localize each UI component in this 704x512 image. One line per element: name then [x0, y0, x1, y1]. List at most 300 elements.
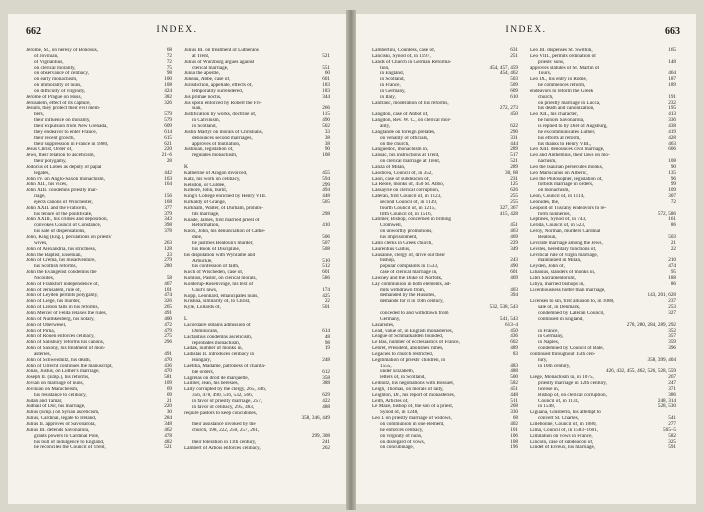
- entry-pages: 464: [668, 70, 676, 77]
- entry-pages: 21: [670, 239, 676, 246]
- entry-text: asteries,: [34, 351, 51, 357]
- entry-pages: 500: [510, 374, 518, 381]
- entry-pages: 541: [668, 415, 676, 422]
- entry-text: their toleration in 11th century,: [192, 439, 257, 445]
- entry-pages: 241: [322, 438, 330, 445]
- entry-text: wives,: [34, 240, 48, 246]
- entry-pages: 100: [164, 76, 172, 83]
- entry-pages: 278, 280, 284, 289, 292: [626, 321, 676, 328]
- entry-text: on monachism,: [538, 188, 570, 194]
- page-number-right: 663: [665, 26, 680, 37]
- entry-pages: 479: [164, 327, 172, 334]
- entry-text: grants powers to Cardinal Pole,: [34, 433, 100, 439]
- entry-text: tury,: [538, 357, 548, 363]
- entry-pages: 108: [322, 152, 330, 159]
- entry-pages: 38: [324, 134, 330, 141]
- entry-pages: 469: [510, 234, 518, 240]
- entry-pages: 183: [322, 87, 330, 94]
- entry-text: Lateran, first Council of, in 1123,: [372, 194, 442, 200]
- entry-text: Leith, Articles of,: [372, 398, 409, 404]
- entry-pages: 398: [164, 222, 172, 229]
- entry-text: their recent growth,: [34, 135, 75, 141]
- entry-text: Kohlius, Pastor, on clerical morals,: [184, 276, 257, 282]
- entry-pages: 506: [322, 234, 330, 241]
- entry-text: Juneau, Abbé, case of,: [184, 77, 231, 83]
- entry-pages: 494: [322, 187, 330, 194]
- entry-text: Jerome, St., on heresy of Bonosus,: [26, 48, 98, 53]
- entry-text: denounces second marriages,: [192, 135, 253, 141]
- entry-text: Ladak, number of monks in,: [184, 346, 243, 352]
- page-number-left: 662: [26, 26, 41, 37]
- entry-pages: 402: [510, 421, 518, 427]
- entry-text: his efforts at reform,: [538, 135, 581, 141]
- entry-pages: 69: [166, 385, 172, 392]
- entry-pages: 72: [670, 198, 676, 205]
- entry-text: Leo the Philosopher, legislation of,: [530, 176, 603, 182]
- entry-text: his confession of faith,: [192, 264, 240, 270]
- entry-text: Reformation,: [192, 223, 220, 229]
- entry-pages: 72: [166, 58, 172, 65]
- entry-text: Leopold of Tuscany endeavors to re-: [530, 205, 607, 211]
- entry-text: their influence on morality,: [34, 118, 91, 124]
- entry-text: demands for it in 16th century,: [380, 299, 444, 305]
- entry-text: Jovian on marriage of nuns,: [26, 381, 84, 387]
- entry-text: 1555,: [380, 363, 392, 369]
- entry-pages: 474: [164, 292, 172, 299]
- entry-pages: 469: [510, 274, 518, 281]
- entry-pages: 327: [668, 309, 676, 316]
- entry-text: Julius of Wurzburg argues against: [184, 59, 255, 65]
- entry-text: demanded by the Hussites,: [380, 293, 436, 299]
- entry-pages: 467: [164, 280, 172, 287]
- entry-text: Arbuckle,: [192, 258, 213, 264]
- entry-pages: 255: [510, 193, 518, 200]
- entry-pages: 358, 399, 404: [647, 356, 676, 363]
- entry-text: church, 198, 222, 250, 257, 261,: [192, 428, 260, 434]
- entry-text: Council of, in 1131,: [538, 398, 580, 404]
- entry-text: Laity corrupted by the clergy, 265, 346,: [184, 387, 267, 393]
- entry-text: church,: [538, 94, 554, 100]
- entry-text: his tenure of the pontificate,: [34, 211, 93, 217]
- entry-text: John of Crema, his misadventure,: [26, 258, 96, 264]
- entry-pages: 220: [164, 146, 172, 153]
- entry-pages: 448: [510, 391, 518, 398]
- entry-text: John of Schweidnitz, his death,: [26, 357, 91, 363]
- entry-text: Latin clerks in Greek church,: [372, 240, 433, 246]
- entry-text: in favor of celibacy, 295, 483,: [192, 404, 255, 410]
- entry-pages: 403: [510, 286, 518, 293]
- entry-pages: 251: [510, 52, 518, 59]
- entry-text: his sale of dispensations,: [34, 229, 86, 235]
- entry-text: Lands of Church in German Reforma-: [372, 59, 452, 65]
- entry-pages: 377: [164, 204, 172, 211]
- entry-pages: 330: [510, 409, 518, 416]
- entry-pages: 232: [668, 99, 676, 106]
- entry-text: Leo IX., his entry in Rome,: [530, 77, 588, 83]
- entry-text: Julius, Cardinal, legate to Ireland,: [26, 416, 97, 422]
- entry-pages: 275: [164, 333, 172, 340]
- entry-pages: 266: [322, 105, 330, 112]
- entry-pages: 502: [322, 122, 330, 129]
- entry-pages: 19: [324, 345, 330, 352]
- entry-pages: 336: [668, 117, 676, 124]
- entry-pages: 262: [322, 444, 330, 451]
- entry-pages: 30: [166, 409, 172, 416]
- entry-text: John IV. on Anglo-Saxon monachism,: [26, 176, 105, 182]
- entry-pages: 358: [322, 374, 330, 381]
- entry-pages: 183: [322, 82, 330, 89]
- entry-text: their polygamy,: [34, 159, 67, 165]
- index-column-right-2: [530, 48, 676, 451]
- entry-text: Laon, case of subdeacon of,: [372, 176, 430, 182]
- entry-pages: 60: [324, 70, 330, 77]
- entry-text: Judah and Tamar,: [26, 398, 63, 404]
- entry-text: Licenses to sin, first allusion to, in 1088,: [530, 299, 615, 305]
- entry-pages: 606: [668, 146, 676, 153]
- entry-pages: 614: [322, 327, 330, 334]
- entry-text: his death and canonization,: [538, 106, 595, 112]
- entry-text: regulates monachism,: [192, 153, 238, 159]
- entry-pages: 90: [324, 146, 330, 153]
- entry-text: bers,: [34, 112, 44, 118]
- entry-text: he honors Savonarola,: [538, 118, 585, 124]
- entry-pages: 507: [322, 240, 330, 246]
- entry-pages: 601: [510, 269, 518, 276]
- entry-pages: 444: [510, 140, 518, 147]
- entry-text: Liège, Monachism in, in 1075,: [530, 375, 594, 381]
- left-page: [8, 14, 346, 504]
- entry-pages: 115: [322, 111, 330, 118]
- entry-pages: 436: [510, 333, 518, 340]
- entry-text: Leighton, Dr., his report of monasteries,: [372, 392, 456, 398]
- entry-text: John XII., his vices,: [26, 182, 68, 188]
- entry-pages: 572, 586: [657, 210, 676, 217]
- entry-text: priests' sons,: [538, 59, 565, 65]
- entry-pages: 378: [164, 228, 172, 235]
- entry-pages: 610: [510, 93, 518, 100]
- entry-text: Hungary,: [192, 358, 212, 364]
- entry-text: Languedoc, monachism in,: [372, 147, 429, 153]
- entry-pages: 327, 367: [499, 204, 518, 211]
- entry-text: Laillier, Jean, his heresies,: [184, 381, 239, 387]
- entry-text: Judhail of Dol, his marriage,: [26, 404, 86, 410]
- entry-pages: 594: [322, 175, 330, 182]
- index-column-right-1: [372, 48, 518, 451]
- entry-pages: 237: [668, 298, 676, 305]
- entry-pages: 48: [324, 333, 330, 340]
- entry-text: John of Alexandria, his strictness,: [26, 246, 97, 252]
- entry-pages: 109: [164, 380, 172, 387]
- entry-text: convert St. Charles,: [538, 416, 579, 422]
- entry-text: priestly marriage in 12th century,: [538, 381, 607, 387]
- entry-pages: 349: [510, 245, 518, 252]
- entry-pages: 108: [668, 158, 676, 165]
- entry-text: Leyden, John of,: [530, 264, 565, 270]
- entry-pages: 582: [668, 432, 676, 439]
- entry-text: Jus spolii enforced by Robert the Fri-: [184, 100, 262, 106]
- entry-pages: 451: [510, 385, 518, 392]
- entry-text: John of Leyden permits polygamy,: [26, 293, 99, 299]
- entry-text: Ladislas II. introduces celibacy in: [184, 352, 255, 358]
- entry-text: Leo and Anthemius, their laws on mo-: [530, 153, 610, 159]
- entry-text: ble orders,: [192, 369, 214, 375]
- entry-pages: 248, 314: [657, 397, 676, 404]
- index-letter-heading: K: [184, 164, 189, 171]
- entry-pages: 195: [668, 105, 676, 112]
- entry-text: Legitimation of priests' children, in: [372, 357, 446, 363]
- entry-pages: 265: [164, 304, 172, 311]
- entry-text: Levites, hereditary functions of,: [530, 246, 597, 252]
- entry-text: John of Utrecht continues the manuscript,: [26, 363, 113, 369]
- entry-text: he enforces celibacy,: [380, 427, 424, 433]
- entry-text: on clerical marriage at Trent,: [380, 159, 441, 165]
- entry-pages: 614: [164, 128, 172, 135]
- entry-pages: 501: [322, 304, 330, 311]
- entry-pages: 255: [510, 198, 518, 205]
- entry-pages: 148: [668, 58, 676, 65]
- entry-text: of Vigilantius,: [34, 59, 64, 65]
- entry-pages: 68: [166, 47, 172, 53]
- entry-text: Levirate marriage among the Jews,: [530, 240, 603, 246]
- entry-text: clerical marriage,: [192, 65, 229, 71]
- entry-text: Kyle, Lollards of,: [184, 305, 221, 311]
- entry-pages: 612: [322, 368, 330, 375]
- entry-text: John of Rouen enforces celibacy,: [26, 334, 95, 340]
- entry-pages: 454, 457, 459: [489, 64, 518, 71]
- entry-pages: 58: [166, 274, 172, 281]
- entry-text: forbids marriage in orders,: [538, 182, 594, 188]
- entry-text: on unworthy promotions,: [380, 229, 433, 235]
- entry-pages: 579: [164, 111, 172, 118]
- entry-pages: 68: [512, 415, 518, 422]
- entry-pages: 394: [510, 292, 518, 299]
- entry-text: in 1548,: [538, 404, 556, 410]
- entry-pages: 86: [670, 280, 676, 287]
- entry-text: their suppression in France in 1880,: [34, 141, 109, 147]
- entry-pages: 289: [510, 163, 518, 170]
- entry-text: they endeavor to enter France,: [34, 129, 97, 135]
- entry-pages: 451: [510, 222, 518, 229]
- entry-text: letters of, in Scotland,: [380, 375, 426, 381]
- entry-pages: 463: [668, 140, 676, 147]
- entry-text: King's College enriched by Henry VIII.: [184, 194, 267, 200]
- running-head-left: INDEX.: [156, 25, 198, 35]
- entry-text: Langlande on foreign prelates,: [372, 129, 436, 135]
- entry-pages: 22: [324, 298, 330, 305]
- entry-pages: 455: [322, 169, 330, 176]
- entry-text: John of Jerusalem, rule of,: [26, 287, 82, 293]
- entry-pages: 472: [164, 321, 172, 328]
- entry-pages: 108: [164, 82, 172, 89]
- entry-text: at Trent,: [192, 53, 210, 59]
- entry-pages: 109: [668, 187, 676, 194]
- entry-pages: 424: [164, 87, 172, 94]
- entry-text: endeavors to reform the Greek: [530, 88, 594, 94]
- entry-pages: 428: [668, 134, 676, 141]
- entry-text: Jodocus of Lobes as deputy of papal: [26, 164, 102, 170]
- entry-text: Leon, Council of, in 1114,: [530, 194, 585, 200]
- entry-text: reprobates monachism,: [192, 340, 241, 346]
- entry-text: bishop,: [380, 258, 396, 264]
- entry-text: John Mercer of Felda relaxes the rules,: [26, 310, 107, 316]
- entry-pages: 296: [164, 339, 172, 346]
- entry-text: Jonas, Justus, on Luther's marriage,: [26, 369, 100, 375]
- entry-text: he justifies Beatoun's murder,: [192, 241, 254, 246]
- entry-pages: 284: [164, 415, 172, 422]
- entry-pages: 30, 68: [505, 169, 518, 176]
- entry-text: Licentiousness hotter than marriage,: [530, 287, 606, 293]
- entry-text: is replied to by Diet of Augsburg,: [538, 123, 608, 129]
- entry-text: Lead, value of, in English monasteries,: [372, 328, 453, 334]
- entry-pages: 503: [668, 234, 676, 240]
- entry-pages: 352: [668, 327, 676, 334]
- entry-text: Limitation on vows in France,: [530, 433, 593, 439]
- entry-pages: 231: [510, 175, 518, 182]
- entry-pages: 33: [324, 128, 330, 135]
- entry-pages: 279: [164, 257, 172, 264]
- entry-text: Bishop of, on clerical corruption,: [538, 392, 607, 398]
- entry-pages: 491: [164, 309, 172, 316]
- entry-text: continued throughout 15th cen-: [530, 351, 596, 357]
- entry-text: in favor of priestly marriage, 257,: [192, 398, 263, 404]
- entry-text: John of Pirna,: [26, 328, 55, 334]
- entry-text: Langdon, case of Abbot of,: [372, 112, 429, 118]
- entry-pages: 448: [322, 193, 330, 200]
- entry-text: he excommunicates Luther,: [538, 129, 596, 135]
- entry-text: John of Nuithkesberg, his notary,: [26, 316, 95, 322]
- entry-text: Jurisdiction, appellate, effects of,: [184, 83, 253, 89]
- entry-pages: 98: [324, 339, 330, 346]
- entry-pages: 511: [510, 397, 518, 404]
- entry-pages: 615: [164, 134, 172, 141]
- entry-text: his bull of indulgence to England,: [34, 439, 105, 445]
- entry-text: Katz, his work on celibacy,: [184, 176, 241, 182]
- entry-text: Latimer, Bishop, concerned in bribing: [372, 217, 452, 223]
- entry-pages: 470: [164, 356, 172, 363]
- entry-pages: 69: [166, 391, 172, 398]
- entry-pages: 247: [668, 380, 676, 387]
- entry-text: Lima, Council of, in 1583–1601,: [530, 427, 599, 433]
- entry-pages: 601: [322, 76, 330, 83]
- entry-pages: 326: [164, 99, 172, 106]
- entry-text: Leo XII., his character,: [530, 112, 578, 118]
- entry-pages: 229: [510, 239, 518, 246]
- entry-pages: 482: [164, 438, 172, 445]
- entry-text: his Scottish reforms,: [34, 264, 77, 270]
- entry-text: Leo I. on priestly marriage of widows,: [372, 416, 452, 422]
- entry-text: approves of mutilation,: [192, 141, 241, 147]
- entry-pages: 101: [510, 426, 518, 433]
- entry-text: ejects canons of Winchester,: [34, 199, 93, 205]
- entry-text: case of clerical marriage in,: [380, 270, 438, 276]
- entry-pages: 135: [668, 169, 676, 176]
- entry-text: Joseph II. (Emp.), his reforms,: [26, 375, 90, 381]
- entry-text: in France,: [380, 83, 401, 89]
- entry-pages: 488: [322, 403, 330, 410]
- entry-pages: 483: [510, 362, 518, 369]
- entry-text: Julius III. defends Savonarola,: [26, 427, 90, 433]
- entry-text: sian,: [192, 106, 202, 112]
- entry-text: convokes Council of Constance,: [34, 223, 102, 229]
- entry-pages: 426, 432, 455, 462, 526, 528, 559: [605, 368, 676, 375]
- entry-pages: 164: [164, 181, 172, 188]
- entry-pages: 307: [668, 193, 676, 200]
- entry-pages: 101: [164, 286, 172, 293]
- entry-text: Leo the Isaurian persecutes monks,: [530, 164, 604, 170]
- entry-pages: 413: [668, 111, 676, 118]
- entry-text: he commences reform,: [538, 83, 586, 89]
- entry-pages: 425: [322, 292, 330, 299]
- entry-text: in 16th century,: [538, 363, 571, 369]
- entry-text: fifth Council of, in 1516,: [380, 211, 432, 217]
- entry-text: Leo III. dispenses St. Swithin,: [530, 48, 593, 53]
- entry-pages: 463: [510, 228, 518, 235]
- entry-pages: 489: [510, 345, 518, 352]
- entry-pages: 326: [164, 298, 172, 305]
- entry-pages: 174: [322, 286, 330, 293]
- entry-pages: 621: [164, 140, 172, 147]
- entry-pages: 23: [166, 251, 172, 258]
- entry-text: on clerical morality,: [34, 65, 76, 71]
- entry-pages: 505: [322, 199, 330, 206]
- entry-pages: 386: [668, 391, 676, 398]
- entry-text: on immorality of nuns,: [34, 83, 82, 89]
- entry-pages: 331: [510, 134, 518, 141]
- entry-text: Lactantius condemns asceticism,: [184, 334, 253, 340]
- entry-text: Lebret, Président, abolishes rimes,: [372, 346, 444, 352]
- entry-text: in Scotland,: [380, 77, 405, 83]
- entry-pages: 163: [164, 175, 172, 182]
- entry-text: Krishna, similarity of, to Christ,: [184, 299, 251, 305]
- entry-pages: 267: [668, 374, 676, 381]
- entry-text: his resistance to celibacy,: [34, 392, 87, 398]
- entry-pages: 210: [668, 257, 676, 264]
- entry-text: in Italy,: [380, 94, 396, 100]
- entry-pages: 532, 538, 543: [489, 304, 518, 311]
- entry-text: Libanius, slanders of monks in,: [530, 270, 596, 276]
- entry-pages: 268: [510, 403, 518, 410]
- entry-text: Lanciski, Synod of, in 1197,: [372, 53, 431, 59]
- entry-text: Katherine of Aragon divorced,: [184, 170, 248, 176]
- entry-pages: 344: [322, 93, 330, 100]
- entry-text: John of Lisbon falls in his reforms,: [26, 305, 99, 311]
- entry-text: he reconciles the Council of Trent,: [34, 445, 106, 451]
- entry-pages: 400: [164, 315, 172, 322]
- entry-text: Jerome of Prague on Huss,: [26, 94, 82, 100]
- entry-pages: 156: [164, 193, 172, 200]
- entry-text: Beatoun,: [538, 235, 557, 240]
- entry-text: maintained in Milan,: [538, 258, 582, 264]
- entry-text: his Book of Discipline,: [192, 246, 241, 252]
- entry-text: dine,: [192, 235, 203, 241]
- entry-text: his thanks to Henry VIII.,: [538, 141, 592, 147]
- entry-pages: 21: [166, 397, 172, 404]
- entry-pages: 442: [164, 169, 172, 176]
- entry-text: John of Saxony, his treatment of mon-: [26, 346, 106, 352]
- entry-text: Julius III. on treatment of Lutherans: [184, 48, 259, 53]
- entry-text: on difficulty of virginity,: [34, 88, 86, 94]
- entry-pages: 470: [164, 368, 172, 375]
- entry-text: Kirkaldy of Grange,: [184, 200, 226, 206]
- entry-text: on virginity of nuns,: [380, 433, 423, 439]
- entry-text: Le Maze, bishop of, the son of a priest,: [372, 404, 454, 410]
- entry-text: his imprisonment,: [380, 235, 418, 240]
- entry-text: on disregard of vows,: [380, 439, 425, 445]
- entry-text: riage,: [34, 194, 46, 200]
- entry-text: in Scotland,: [192, 123, 217, 129]
- entry-text: Langdon, Rev. W. C., on clerical mor-: [372, 118, 451, 124]
- entry-pages: 622: [510, 122, 518, 129]
